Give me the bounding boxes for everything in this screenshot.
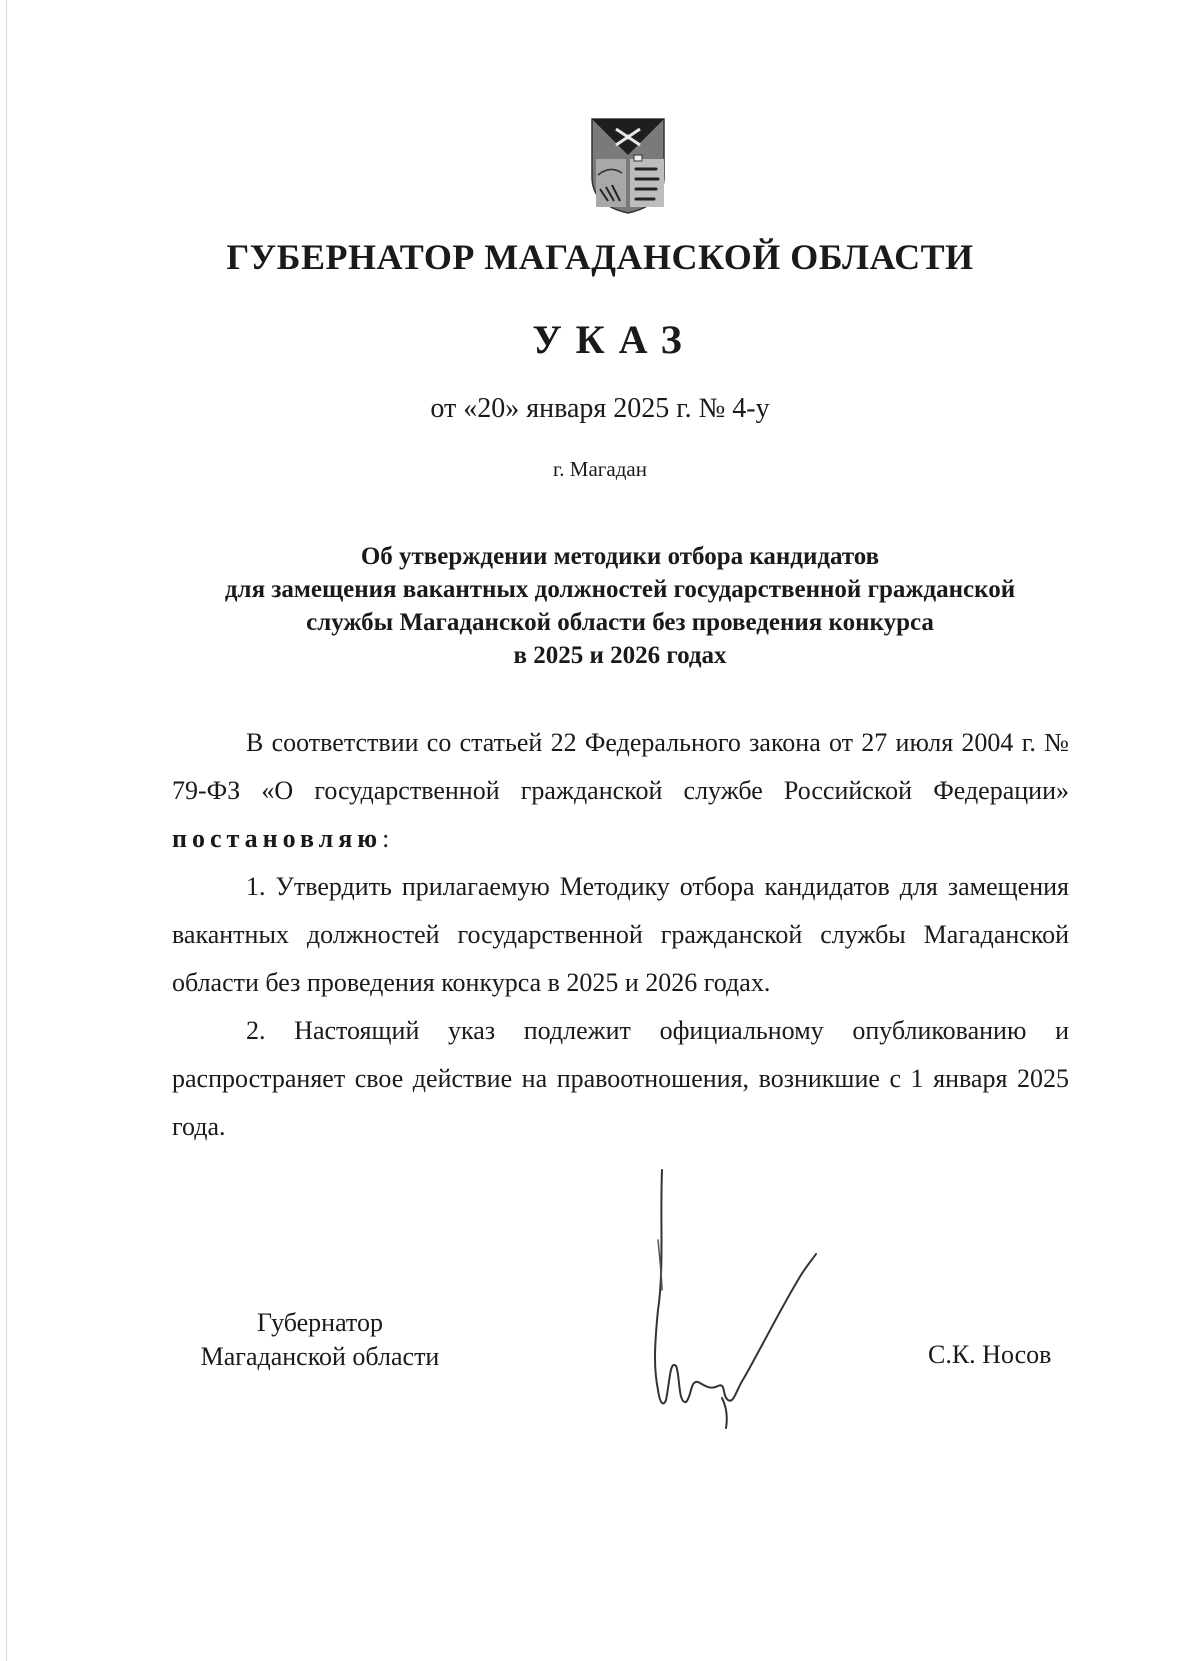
item-1-paragraph: 1. Утвердить прилагаемую Методику отбора кандидатов для замещения вакантных должностей государственной гражданской службы Магаданской области без проведения конкурса в 2025 и 2026 годах. (172, 872, 1069, 997)
signature-icon (640, 1160, 840, 1430)
place-of-issue: г. Магадан (553, 457, 647, 481)
preamble-paragraph (172, 719, 1069, 863)
subject-line: Об утверждении методики отбора кандидатов (360, 543, 880, 570)
subject-line: для замещения вакантных должностей государственной гражданской (224, 576, 1016, 603)
signatory-name: С.К. Носов (928, 1340, 1052, 1369)
signatory-title (180, 1306, 460, 1374)
signatory-title-line: Губернатор (257, 1308, 383, 1337)
subject-line: в 2025 и 2026 годах (513, 642, 727, 669)
decree-word: постановляю (172, 824, 383, 853)
decree-subject (160, 540, 1080, 672)
date-number-line: от «20» января 2025 г. № 4-у (430, 393, 770, 424)
preamble-end: : (382, 824, 390, 853)
preamble-text: В соответствии со статьей 22 Федерального закона от 27 июля 2004 г. № 79-ФЗ «О государственной гражданской службе Российской Федерации» (172, 728, 1069, 805)
document-type: УКАЗ (532, 317, 696, 362)
item-2-paragraph: 2. Настоящий указ подлежит официальному опубликованию и распространяет свое действие на правоотношения, возникшие с 1 января 2025 года. (172, 1016, 1069, 1141)
coat-of-arms-icon (588, 115, 668, 215)
signatory-title-line: Магаданской области (200, 1342, 440, 1371)
authority-title: ГУБЕРНАТОР МАГАДАНСКОЙ ОБЛАСТИ (226, 237, 974, 277)
subject-line: службы Магаданской области без проведения конкурса (306, 609, 934, 636)
decree-body (172, 719, 1069, 1151)
